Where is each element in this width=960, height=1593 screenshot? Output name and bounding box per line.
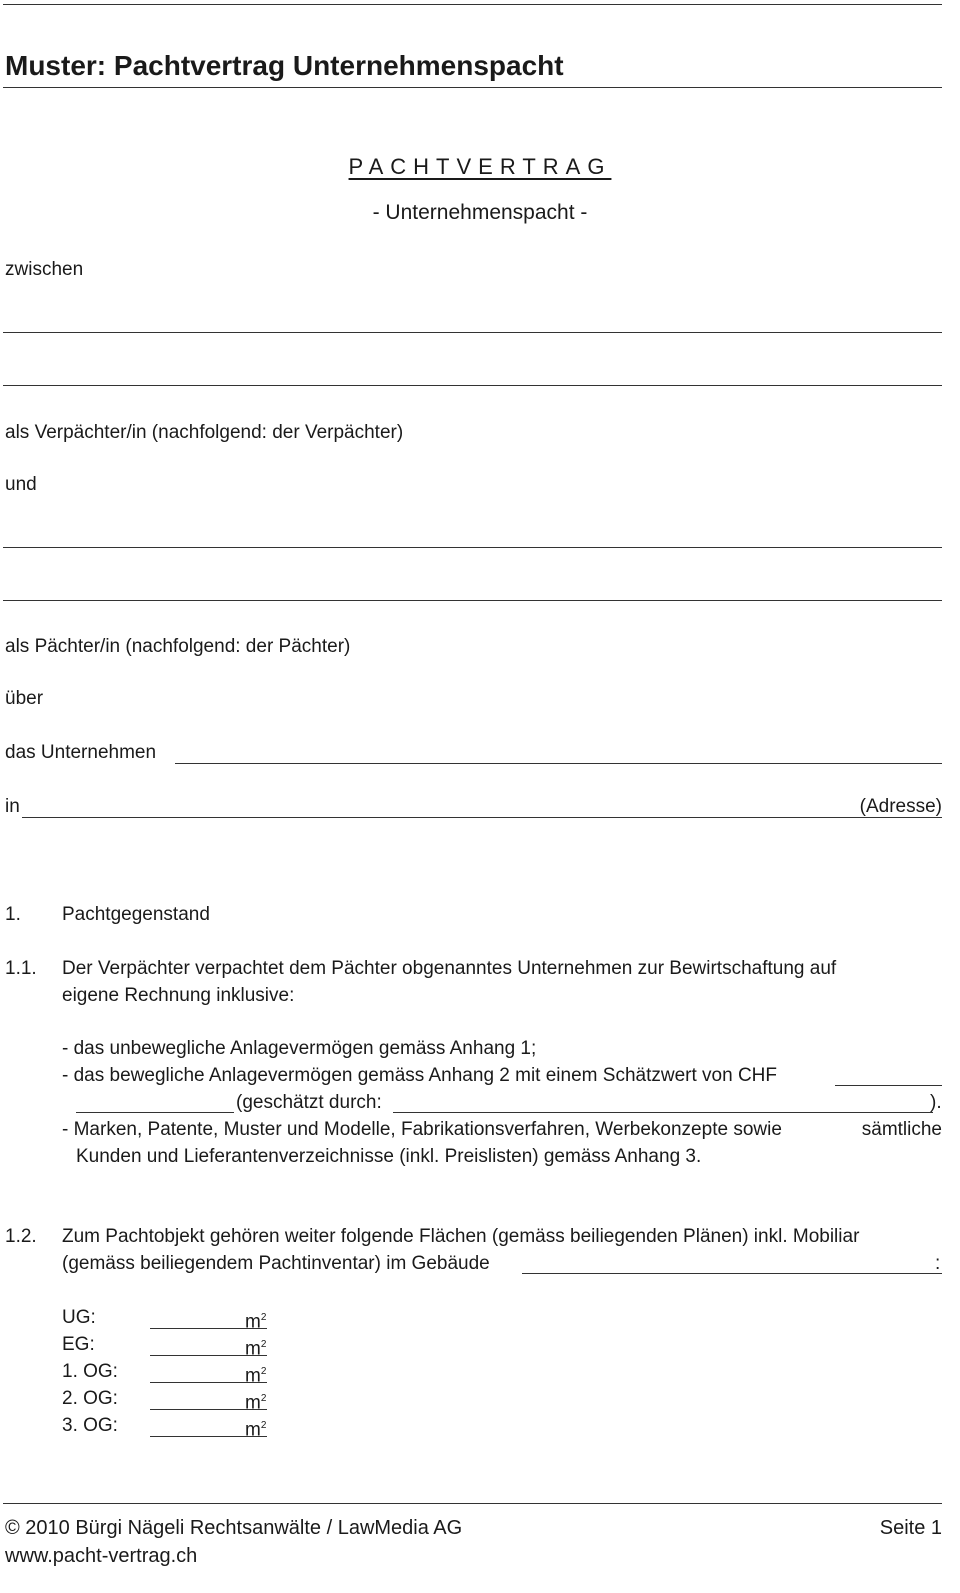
floor-unit: $m^2$ bbox=[245, 1392, 267, 1414]
lessee-line-2 bbox=[3, 600, 942, 601]
footer-url[interactable]: www.pacht-vertrag.ch bbox=[5, 1545, 198, 1567]
floor-label: 3. OG: bbox=[62, 1415, 118, 1436]
clause-1-1-number: 1.1. bbox=[5, 958, 37, 979]
address-field bbox=[22, 817, 942, 818]
chf-value-field-cont bbox=[76, 1112, 234, 1113]
page-number: Seite 1 bbox=[879, 1517, 942, 1539]
floor-area-field bbox=[150, 1409, 267, 1410]
contract-heading: PACHTVERTRAG bbox=[348, 154, 612, 179]
lessee-line-1 bbox=[3, 547, 942, 548]
address-label: (Adresse) bbox=[859, 796, 942, 817]
floor-area-field bbox=[150, 1355, 267, 1356]
building-field bbox=[522, 1273, 942, 1274]
floor-unit: $m^2$ bbox=[245, 1365, 267, 1387]
floor-area-field bbox=[150, 1328, 267, 1329]
title-rule bbox=[3, 87, 942, 88]
section-title: Pachtgegenstand bbox=[62, 904, 210, 925]
lessee-label: als Pächter/in (nachfolgend: der Pächter) bbox=[5, 636, 351, 657]
list-item: - Marken, Patente, Muster und Modelle, Fabrikationsverfahren, Werbekonzepte sowie bbox=[62, 1119, 782, 1140]
floor-label: 2. OG: bbox=[62, 1388, 118, 1409]
floor-unit: $m^2$ bbox=[245, 1419, 267, 1441]
floor-area-field bbox=[150, 1382, 267, 1383]
footer-rule bbox=[3, 1503, 942, 1504]
appraiser-close: ). bbox=[930, 1092, 942, 1113]
floor-label: 1. OG: bbox=[62, 1361, 118, 1382]
clause-1-2-number: 1.2. bbox=[5, 1226, 37, 1247]
lessor-label: als Verpächter/in (nachfolgend: der Verpächter) bbox=[5, 422, 404, 443]
floor-label: EG: bbox=[62, 1334, 95, 1355]
chf-value-field bbox=[835, 1085, 942, 1086]
lessor-line-1 bbox=[3, 332, 942, 333]
clause-1-2-colon: : bbox=[935, 1253, 941, 1274]
clause-1-1-line-2: eigene Rechnung inklusive: bbox=[62, 985, 295, 1006]
list-item: - das unbewegliche Anlagevermögen gemäss Anhang 1; bbox=[62, 1038, 537, 1059]
about-label: über bbox=[5, 688, 44, 709]
list-item: - das bewegliche Anlagevermögen gemäss Anhang 2 mit einem Schätzwert von CHF bbox=[62, 1065, 777, 1086]
and-label: und bbox=[5, 474, 37, 495]
footer-copyright: © 2010 Bürgi Nägeli Rechtsanwälte / LawMedia AG bbox=[5, 1517, 463, 1539]
in-label: in bbox=[5, 796, 20, 817]
contract-subheading: - Unternehmenspacht - bbox=[372, 201, 588, 224]
floor-label: UG: bbox=[62, 1307, 96, 1328]
section-number: 1. bbox=[5, 904, 21, 925]
floor-area-field bbox=[150, 1436, 267, 1437]
company-field bbox=[175, 763, 942, 764]
floor-unit: $m^2$ bbox=[245, 1311, 267, 1333]
company-label: das Unternehmen bbox=[5, 742, 157, 763]
clause-1-2-line-2: (gemäss beiliegendem Pachtinventar) im Gebäude bbox=[62, 1253, 490, 1274]
between-label: zwischen bbox=[5, 259, 84, 280]
clause-1-1-line-1: Der Verpächter verpachtet dem Pächter obgenanntes Unternehmen zur Bewirtschaftung auf bbox=[62, 958, 837, 979]
list-item-cont: sämtliche bbox=[861, 1119, 942, 1140]
appraiser-label: (geschätzt durch: bbox=[236, 1092, 382, 1113]
list-item: Kunden und Lieferantenverzeichnisse (inkl. Preislisten) gemäss Anhang 3. bbox=[76, 1146, 702, 1167]
appraiser-field bbox=[393, 1112, 933, 1113]
floor-unit: $m^2$ bbox=[245, 1338, 267, 1360]
lessor-line-2 bbox=[3, 385, 942, 386]
top-rule bbox=[3, 4, 942, 5]
clause-1-2-line-1: Zum Pachtobjekt gehören weiter folgende Flächen (gemäss beiliegenden Plänen) inkl. Mobiliar bbox=[62, 1226, 860, 1247]
document-title: Muster: Pachtvertrag Unternehmenspacht bbox=[5, 50, 564, 81]
